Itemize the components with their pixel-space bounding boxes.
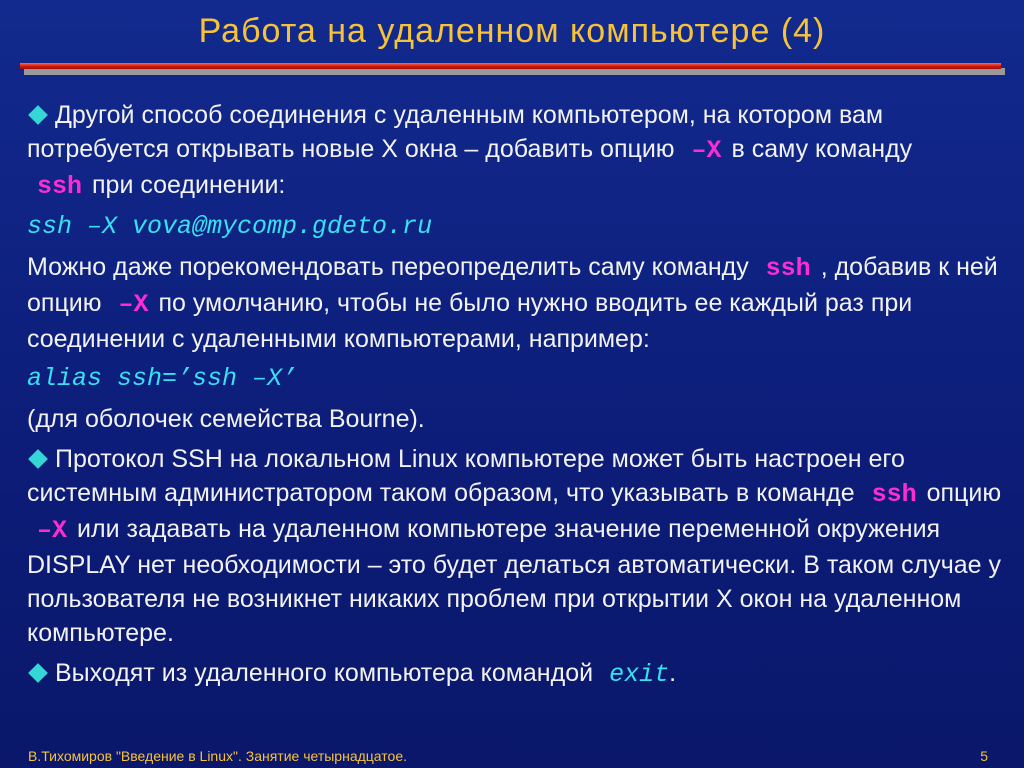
p4-text-a: Протокол SSH на локальном Linux компьютере может быть настроен его системным администратором таком образом, что указывать в команде: [27, 445, 905, 507]
code-example-alias: alias ssh=’ssh –X’: [27, 364, 298, 393]
paragraph-auto-config: [27, 442, 1012, 650]
p5-command-exit: exit: [609, 660, 670, 689]
title-divider-bar: [20, 63, 1001, 69]
p1-text-a: Другой способ соединения с удаленным компьютером, на котором вам потребуется открывать новые X окна – добавить опцию: [27, 101, 884, 163]
diamond-bullet-icon: [28, 105, 48, 125]
title-divider-shadow: [24, 68, 1005, 75]
paragraph-bourne-note: (для оболочек семейства Bourne).: [27, 405, 425, 433]
slide-title: Работа на удаленном компьютере (4): [198, 12, 826, 50]
p1-text-b: в саму команду: [731, 135, 913, 163]
p1-command-ssh: ssh: [37, 172, 83, 201]
paragraph-ssh-option: [27, 98, 1012, 204]
paragraph-exit: [27, 656, 1012, 692]
p2-text-c: по умолчанию, чтобы не было нужно вводить ее каждый раз при соединении с удаленными компьютерами, например:: [27, 289, 913, 353]
footer-page-number: 5: [980, 748, 988, 764]
footer-course-title: В.Тихомиров "Введение в Linux". Занятие четырнадцатое.: [28, 748, 407, 764]
code-example-ssh: ssh –X vova@mycomp.gdeto.ru: [27, 212, 433, 241]
p5-text-a: Выходят из удаленного компьютера командой: [55, 659, 594, 687]
p4-text-b: опцию: [926, 479, 1002, 507]
p4-text-c: или задавать на удаленном компьютере значение переменной окружения DISPLAY нет необходимости – это будет делаться автоматически. В таком случае у пользователя не возникнет никаких проблем при открытии X окон на удаленном компьютере.: [27, 515, 1002, 647]
p1-text-c: при соединении:: [92, 171, 286, 199]
diamond-bullet-icon: [28, 663, 48, 683]
paragraph-alias-suggestion: [27, 250, 1012, 356]
p1-option-x: –X: [691, 136, 722, 165]
p2-option-x: –X: [118, 290, 149, 319]
slide-body: [27, 98, 1012, 698]
p4-option-x: –X: [37, 516, 68, 545]
p2-command-ssh: ssh: [765, 254, 811, 283]
title-divider: [20, 63, 1005, 71]
p2-text-b: , добавив к ней опцию: [27, 253, 998, 317]
p2-text-a: Можно даже порекомендовать переопределить саму команду: [27, 253, 749, 281]
p4-command-ssh: ssh: [871, 480, 917, 509]
p5-text-b: .: [669, 659, 677, 687]
diamond-bullet-icon: [28, 449, 48, 469]
